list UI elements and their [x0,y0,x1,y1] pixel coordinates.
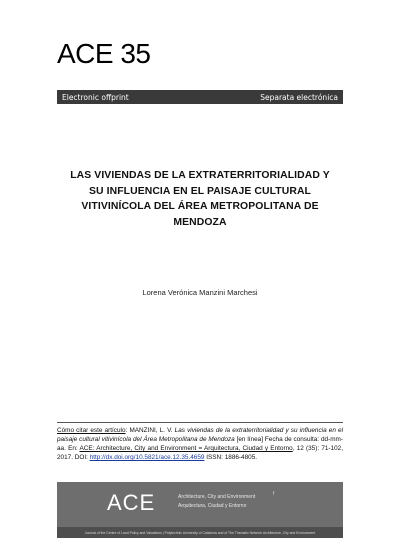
banner-subtitle-en: Architecture, City and Environment [178,494,256,500]
citation-article-title: Las viviendas de la extraterritorialidad y su influencia en el paisaje cultural vitivinícola del Área Metropolitana de Mendoza [57,427,343,443]
ace-banner [57,482,343,538]
journal-title: ACE 35 [57,38,151,69]
offprint-label-es: Separata electrónica [260,92,338,102]
citation-journal-link[interactable]: ACE: Architecture, City and Environment = Arquitectura, Ciudad y Entorno [79,445,293,452]
banner-footer: Journal of the Centre of Land Policy and Valuations | Polytechnic University of Catalonia and of The Thematic Network Architecture, City and Environment [57,527,343,538]
article-title-line: VITIVINÍCOLA DEL ÁREA METROPOLITANA DE [81,201,319,212]
ace-logo: ACE [107,490,156,515]
divider [57,422,343,423]
article-title-line: MENDOZA [173,216,227,228]
citation-author: : MANZINI, L. V. [125,427,175,434]
citation-label: Cómo citar este artículo [57,427,126,434]
article-title-line: SU INFLUENCIA EN EL PAISAJE CULTURAL [88,185,311,197]
citation-access: [en línea] Fecha de consulta: dd-mm-aa. En: [57,436,343,452]
offprint-label-en: Electronic offprint [62,92,129,102]
doi-link[interactable]: http://dx.doi.org/10.5821/ace.12.35.4659 [89,454,205,461]
article-title-line: LAS VIVIENDAS DE LA EXTRATERRITORIALIDAD Y [70,170,330,181]
citation-issn: ISSN: 1886-4805. [204,454,258,461]
author-name: Lorena Verónica Manzini Marchesi [142,288,258,297]
citation-block [57,426,343,462]
offprint-bar [57,90,343,104]
article-title [57,168,343,230]
banner-subtitle-es: Arquitectura, Ciudad y Entorno [178,503,247,509]
citation-details: , 12 (35): 71-102, 2017. DOI: [57,445,343,461]
banner-mark: f [273,491,275,497]
